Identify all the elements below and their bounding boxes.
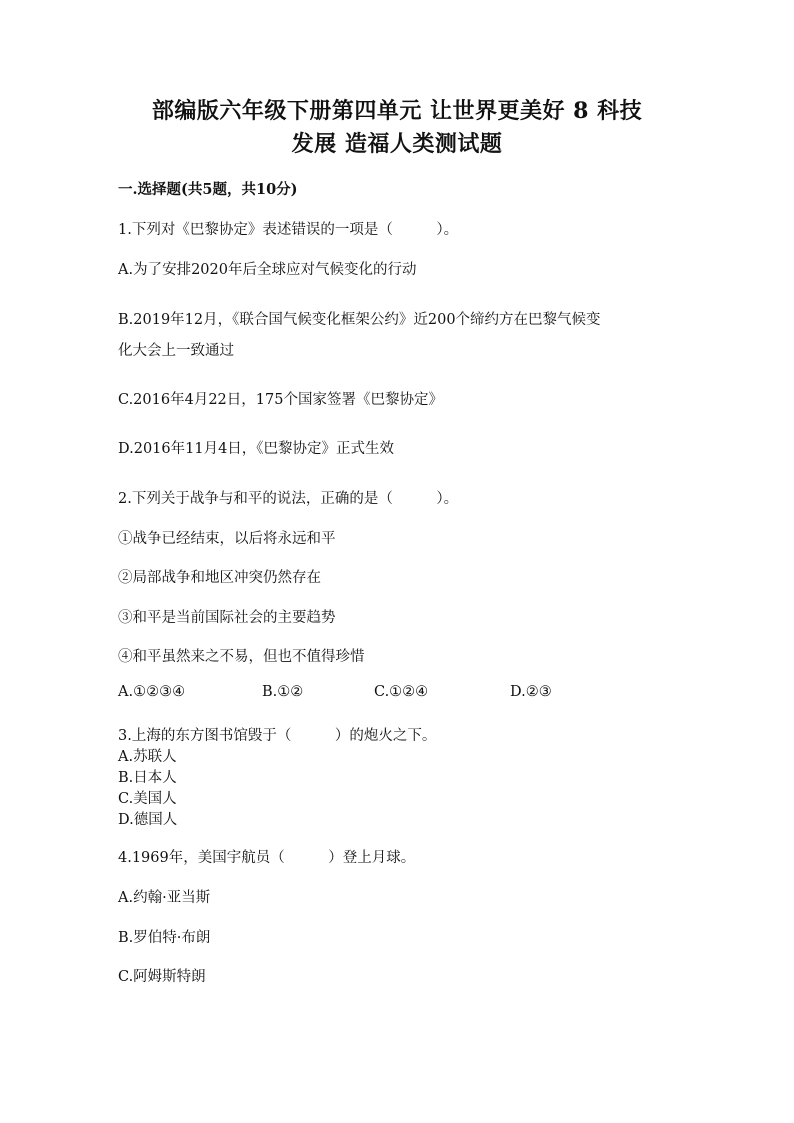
q2-option-b: B.①② (262, 684, 304, 700)
q4-option-c: C.阿姆斯特朗 (118, 969, 206, 985)
q3-stem: 3.上海的东方图书馆毁于（ ）的炮火之下。 (118, 728, 437, 744)
title-line-1: 部编版六年级下册第四单元 让世界更美好 8 科技 (151, 98, 643, 124)
document-title (100, 95, 694, 161)
q1-option-c: C.2016年4月22日，175个国家签署《巴黎协定》 (118, 392, 443, 408)
q3-option-c: C.美国人 (118, 791, 177, 807)
q2-statement-3: ③和平是当前国际社会的主要趋势 (118, 610, 336, 626)
q3-option-d: D.德国人 (118, 812, 178, 828)
q2-statement-2: ②局部战争和地区冲突仍然存在 (118, 570, 321, 586)
q4-option-b: B.罗伯特·布朗 (118, 930, 211, 946)
title-line-2: 发展 造福人类测试题 (291, 131, 503, 157)
q1-option-b-line1: B.2019年12月，《联合国气候变化框架公约》近200个缔约方在巴黎气候变 (118, 312, 601, 328)
q4-option-a: A.约翰·亚当斯 (118, 890, 211, 906)
q2-option-d: D.②③ (510, 684, 552, 700)
section-heading: 一.选择题(共5题，共10分) (118, 181, 298, 198)
q3-option-b: B.日本人 (118, 770, 177, 786)
q2-option-c: C.①②④ (374, 684, 429, 700)
q2-statement-1: ①战争已经结束，以后将永远和平 (118, 531, 336, 547)
q3-option-a: A.苏联人 (118, 749, 177, 765)
q1-option-d: D.2016年11月4日，《巴黎协定》正式生效 (118, 441, 395, 457)
q1-stem: 1.下列对《巴黎协定》表述错误的一项是（ ）。 (118, 222, 459, 238)
q4-stem: 4.1969年，美国宇航员（ ）登上月球。 (118, 850, 416, 866)
q2-option-a: A.①②③④ (118, 684, 186, 700)
q2-statement-4: ④和平虽然来之不易，但也不值得珍惜 (118, 649, 365, 665)
q2-stem: 2.下列关于战争与和平的说法，正确的是（ ）。 (118, 491, 459, 507)
q1-option-a: A.为了安排2020年后全球应对气候变化的行动 (118, 262, 417, 278)
q1-option-b-line2: 化大会上一致通过 (118, 343, 234, 359)
